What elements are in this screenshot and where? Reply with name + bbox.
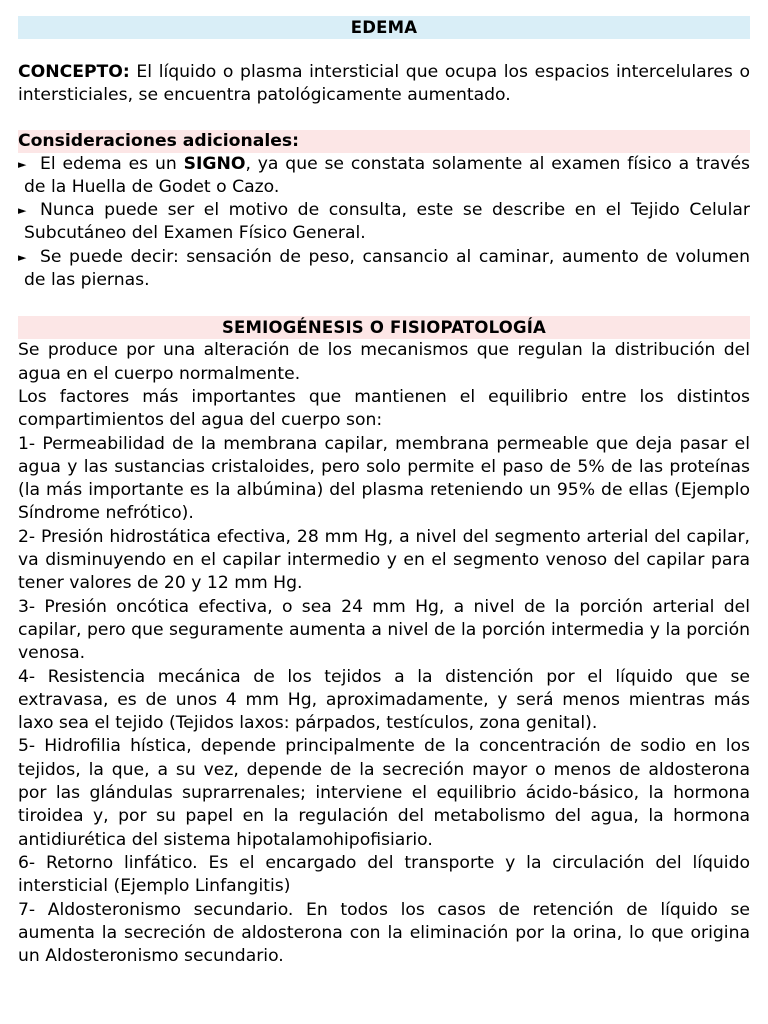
paragraph: Se produce por una alteración de los mecanismos que regulan la distribución del agua en el cuerpo normalmente.	[18, 340, 750, 384]
concepto-text: El líquido o plasma intersticial que ocupa los espacios intercelulares o intersticiales, se encuentra patológicamente aumentado.	[18, 62, 750, 106]
list-item: ► El edema es un SIGNO, ya que se constata solamente al examen físico a través de la Huella de Godet o Cazo.	[18, 153, 751, 197]
factor-3: 3- Presión oncótica efectiva, o sea 24 mm Hg, a nivel de la porción arterial del capilar, pero que seguramente aumenta a nivel de la porción intermedia y la porción venosa.	[18, 596, 750, 664]
signo-emphasis: SIGNO	[183, 153, 246, 174]
concepto-paragraph	[18, 61, 750, 108]
factor-1: 1- Permeabilidad de la membrana capilar, membrana permeable que deja pasar el agua y las sustancias cristaloides, pero solo permite el paso de 5% de las proteínas (la más importante es la albúmina) del plasma reteniendo un 95% de ellas (Ejemplo Síndrome nefrótico).	[18, 433, 750, 524]
consideraciones-heading: Consideraciones adicionales:	[18, 130, 750, 153]
bullet-arrow-icon: ►	[18, 250, 27, 264]
factor-6: 6- Retorno linfático. Es el encargado del transporte y la circulación del líquido intersticial (Ejemplo Linfangitis)	[18, 852, 750, 897]
paragraph: Los factores más importantes que mantienen el equilibrio entre los distintos compartimientos del agua del cuerpo son:	[18, 386, 750, 431]
bullet-arrow-icon: ►	[18, 157, 27, 171]
page-title: EDEMA	[18, 16, 750, 39]
concepto-label: CONCEPTO:	[18, 62, 130, 82]
list-item: ► Nunca puede ser el motivo de consulta, este se describe en el Tejido Celular Subcutáneo del Examen Físico General.	[18, 200, 750, 244]
semiogenesis-heading: SEMIOGÉNESIS O FISIOPATOLOGÍA	[18, 316, 750, 339]
factor-5: 5- Hidrofilia hística, depende principalmente de la concentración de sodio en los tejidos, la que, a su vez, depende de la secreción mayor o menos de aldosterona por las glándulas suprarrenales; interviene el equilibrio ácido-básico, la hormona tiroidea y, por su papel en la regulación del metabolismo del agua, la hormona antidiurética del sistema hipotalamohipofisiario.	[18, 736, 750, 850]
semiogenesis-body	[18, 339, 750, 968]
factor-7: 7- Aldosteronismo secundario. En todos los casos de retención de líquido se aumenta la secreción de aldosterona con la eliminación por la orina, lo que origina un Aldosteronismo secundario.	[18, 899, 750, 967]
list-item: ► Se puede decir: sensación de peso, cansancio al caminar, aumento de volumen de las piernas.	[18, 246, 750, 291]
bullet-arrow-icon: ►	[18, 204, 27, 218]
factor-2: 2- Presión hidrostática efectiva, 28 mm Hg, a nivel del segmento arterial del capilar, va disminuyendo en el capilar intermedio y en el segmento venoso del capilar para tener valores de 20 y 12 mm Hg.	[18, 526, 750, 594]
factor-4: 4- Resistencia mecánica de los tejidos a la distención por el líquido que se extravasa, es de unos 4 mm Hg, aproximadamente, y será menos mientras más laxo sea el tejido (Tejidos laxos: párpados, testículos, zona genital).	[18, 666, 750, 734]
consideraciones-list	[18, 153, 750, 293]
